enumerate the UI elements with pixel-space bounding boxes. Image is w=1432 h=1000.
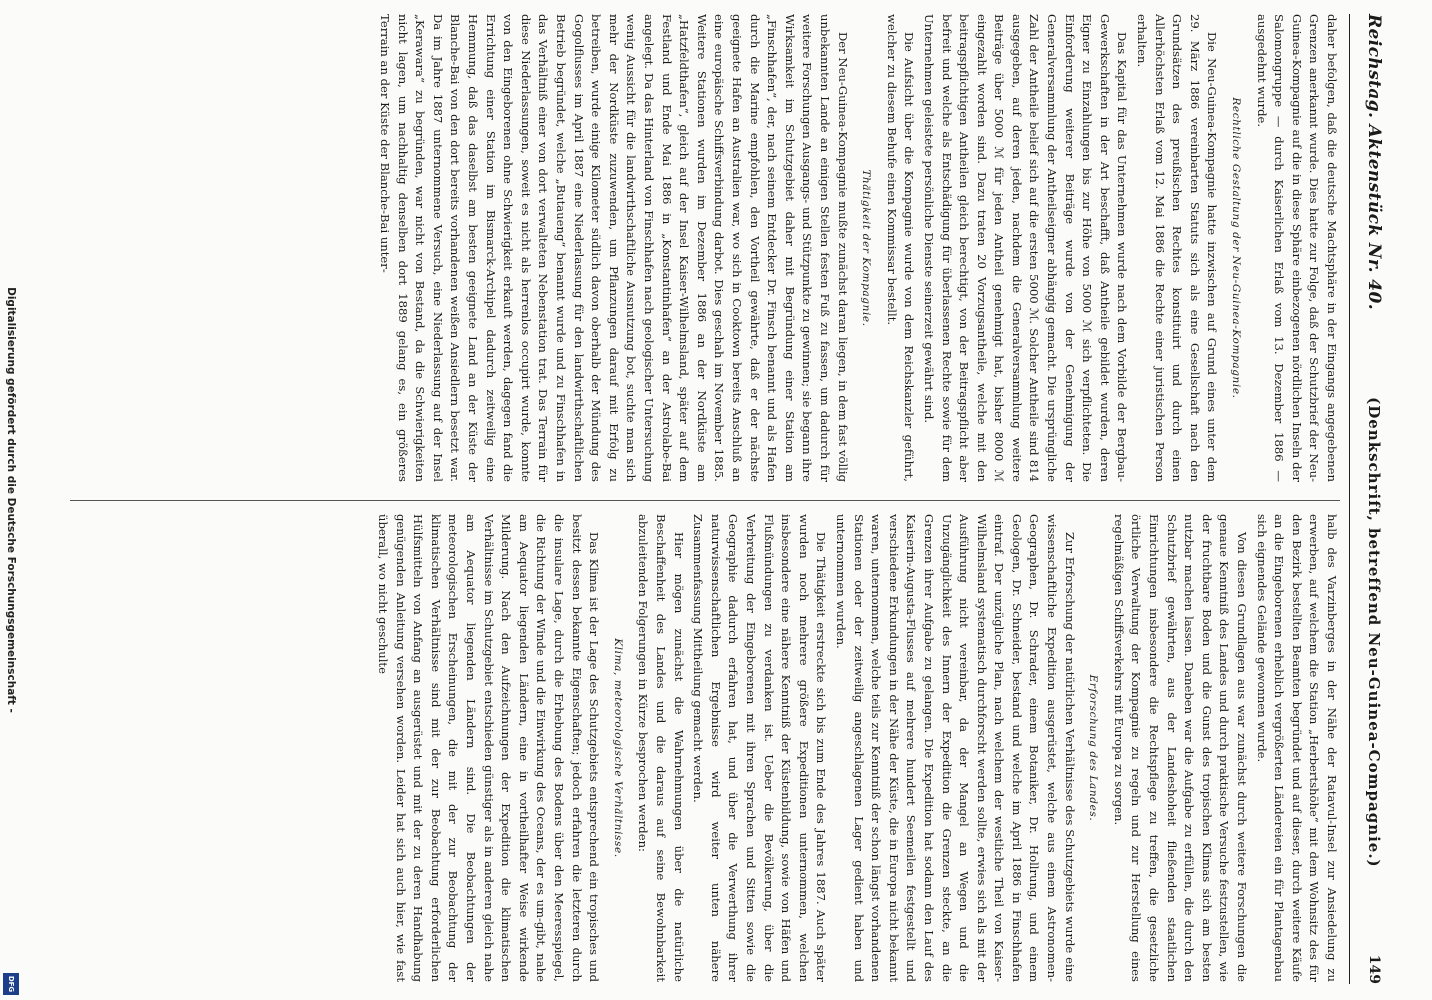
paragraph: Das Kapital für das Unternehmen wurde nach dem Vorbilde der Bergbau-Gewerkschaften in der Art beschafft, daß Antheile gebildet wurden, deren Eigner zu Einzahlungen bis zur Höhe von 5000 ℳ sich verpflichteten. Die Einforderung weiterer Beiträge wurde von der Genehmigung der Generalversammlung der Antheilseigner abhängig gemacht. Die ursprüngliche Zahl der Antheile belief sich auf die ersten 5000 ℳ. Solcher Antheile sind 814 ausgegeben, auf deren jeden, nachdem die Generalversammlung weitere Beiträge über 5000 ℳ für jeden Antheil genehmigt hat, bisher 8000 ℳ eingezahlt worden sind. Dazu traten 20 Vorzugsantheile, welche mit den beitragspflichtigen Antheilen gleich berechtigt, von der Beitragspflicht aber befreit und welche als Entschädigung für überlassenen Rechte sowie für dem Unternehmen geleistete persönliche Dienste seinerzeit gewährt sind. — [921, 14, 1130, 482]
paragraph: Die Thätigkeit erstreckte sich bis zum Ende des Jahres 1887. Auch später wurden noch mehrere größere Expeditionen unternommen, welchen insbesondere eine nähere Kenntniß der Küstenbildung, sowie von Häfen und Flußmündungen zu verdanken ist. Ueber die Bevölkerung, über die Verbreitung der Eingeborenen mit ihren Sprachen und Sitten sowie die Geographie dadurch erfahren hat, und über die Verwerthung ihrer naturwissenschaftlichen Ergebnisse wird weiter unten nähere Zusammenfassung Mittheilung gemacht werden. — [691, 514, 829, 982]
paragraph: daher befolgen, daß die deutsche Machtsphäre in der Eingangs angegebenen Grenzen anerkannt wurde. Dies hatte zur Folge, daß der Schutzbrief der Neu-Guinea-Kompagnie auf die in diese Sphäre einbezogenen nördlichen Inseln der Salomongruppe — durch Kaiserlichen Erlaß vom 13. Dezember 1886 — ausgedehnt wurde. — [1254, 14, 1339, 482]
page-number: 149 — [1366, 954, 1382, 984]
paragraph: Zur Erforschung der natürlichen Verhältnisse des Schutzgebiets wurde eine wissenschaftliche Expedition ausgerüstet, welche aus einem Astronomen-Geographen, Dr. Schrader, einem Botaniker, Dr. Hollrung, und einem Geologen, Dr. Schneider, bestand und welche im April 1886 in Finschhafen eintraf. Der unzügliche Plan, nach welchem der westliche Theil von Kaiser-Wilhelmsland systematisch durchforscht werden sollte, erwies sich als mit der Ausführung nicht vereinbar, da der Mangel an Wegen und die Unzugänglichkeit des Innern der Expedition die Grenzen steckte, an die Grenzen ihrer Aufgabe zu gelangen. Die Expedition hat sodann den Lauf des Kaiserin-Augusta-Flusses auf mehrere hundert Seemeilen festgestellt und verschiedene Erkundungen in der Nähe der Küste, die in Europa nicht bekannt waren, unternommen, welche teils zur Kenntniß der schon längst vorhandenen Stationen oder der zeitweilig angeschlagenen Lager gedient haben und unternommen wurden. — [833, 514, 1077, 982]
header-left-title: Reichstag. Aktenstück Nr. 40. — [1364, 14, 1384, 311]
digitization-footer — [0, 0, 22, 1000]
section-heading: Erforschung des Landes. — [1087, 674, 1100, 822]
header-document-subject: (Denkschrift, betreffend Neu-Guinea-Compagnie.) — [1365, 397, 1383, 868]
paragraph: Die Neu-Guinea-Kompagnie hatte inzwischen auf Grund eines unter dem 29. März 1886 vereinbarten Statuts sich als eine Gesellschaft nach den Grundsätzen des preußischen Rechtes konstituirt und durch einen Allerhöchsten Erlaß vom 12. Mai 1886 die Rechte einer juristischen Person erhalten. — [1135, 14, 1220, 482]
funding-notice: Digitalisierung gefördert durch die Deutsche Forschungsgemeinschaft - — [5, 287, 17, 713]
paragraph: Von diesen Grundlagen aus war zunächst durch weitere Forschungen die genaue Kenntniß des Landes und durch praktische Versuche festzustellen, wie der fruchtbare Boden und die Gunst des tropischen Klimas sich am besten nutzbar machen lassen. Daneben war die Aufgabe zu erfüllen, die durch den Schutzbrief gewährten, aus der Landeshoheit fließenden staatlichen Einrichtungen insbesondere die Rechtspflege zu treffen, die gesetzliche örtliche Verwaltung der Kompagnie zu regeln und zur Herstellung eines regelmäßigen Schiffsverkehrs mit Europa zu sorgen. — [1111, 514, 1250, 982]
dfg-logo: DFG — [3, 973, 19, 995]
rotated-document-page — [52, 0, 1412, 1000]
left-column — [70, 14, 1340, 482]
section-heading: Thätigkeit der Kompagnie. — [860, 169, 873, 327]
paragraph: Der Neu-Guinea-Kompagnie mußte zunächst daran liegen, in dem fast völlig unbekannten Lande an einigen Stellen festen Fuß zu fassen, um dadurch für weitere Forschungen Ausgangs- und Stützpunkte zu gewinnen; sie begann ihre Wirksamkeit im Schutzgebiet daher mit Begründung einer Station am „Finschhafen“, der, nach seinem Entdecker Dr. Finsch benannt und als Hafen durch die Marine empfohlen, den Vortheil gewährte, daß er der nächste geeignete Hafen an Australien war, wo sich in Cooktown bereits Anschluß an eine europäische Schiffsverbindung darbot. Dies geschah im November 1885. Weitere Stationen wurden im Dezember 1886 an der Nordküste am „Hatzfeldthafen“, gleich auf der Insel Kaiser-Wilhelmsland, später auf dem Festland und Ende Mai 1886 in „Konstantinhafen“ an der Astrolabe-Bai angelegt. Da das Hinterland von Finschhafen nach geologischer Untersuchung wenig Aussicht für die landwirthschaftliche Ausnutzung bot, suchte man sich mehr der Nordküste zuzuwenden, um Pflanzungen darauf mit Erfolg zu betreiben, wurde einige Kilometer südlich davon oberhalb der Mündung des Gogolflusses im April 1887 eine Niederlassung für den landwirthschaftlichen Betrieb begründet, welche „Butaueng“ benannt wurde und zu Finschhafen in das Verhältniß einer von dort verwalteten Nebenstation trat. Das Terrain für diese Niederlassungen, soweit es nicht als herrenlos occupirt wurde, konnte von den Eingeborenen ohne Schwierigkeit erkauft werden, dagegen fand die Errichtung einer Station im Bismarck-Archipel dadurch zeitweilig eine Hemmung, daß das daselbst am besten geeignete Land an der Küste der Blanche-Bai von den dort bereits vorhandenen weißen Ansiedlern besetzt war. Da im Jahre 1887 unternommene Versuch, eine Niederlassung auf der Insel „Kerawara“ zu begründen, war nicht von Bestand, da die Schwierigkeiten nicht lagen, um nachhaltig denselben dort 1889 gelang es, ein größeres Terrain an der Küste der Blanche-Bai unter- — [378, 14, 850, 482]
text-columns — [70, 14, 1340, 984]
paragraph: Hier mögen zunächst die Wahrnehmungen über die natürliche Beschaffenheit des Landes und die daraus auf seine Bewohnbarkeit abzuleitenden Folgerungen in Kürze besprochen werden: — [636, 514, 686, 982]
section-heading: Rechtliche Gestaltung der Neu-Guinea-Kompagnie. — [1230, 97, 1243, 399]
paragraph: Die Aufsicht über die Kompagnie wurde von dem Reichskanzler geführt, welcher zu diesem Behufe einen Kommissar bestellt. — [884, 14, 917, 482]
page-header — [1349, 14, 1398, 984]
paragraph: Das Klima ist der Lage des Schutzgebiets entsprechend ein tropisches und besitzt dessen bekannte Eigenschaften; jedoch erfahren die letzteren durch die insulare Lage, durch die Erhebung des Bodens über den Meeresspiegel, die Richtung der Winde und die Einwirkung des Oceans, der es um-gibt, nahe am Aequator liegenden Ländern, eine in vortheilhafter Weise wirkende Milderung. Nach den Aufzeichnungen der Expedition die klimatischen Verhältnisse im Schutzgebiet entschieden günstiger als in anderen gleich nahe am Aequator liegenden Ländern sind. Die Beobachtungen der meteorologischen Erscheinungen, die mit der zur Beobachtung der klimatischen Verhältnisse sind mit der zur Beobachtung erforderlichen Hülfsmitteln von Anfang an ausgerüstet und mit der zu deren Handhabung genügenden Anleitung versehen worden. Leider hat sich auch hier, wie fast überall, wo nicht geschulte — [376, 514, 602, 982]
column-divider — [70, 500, 1340, 501]
paragraph: halb des Varzinberges in der Nähe der Ratavul-Insel zur Ansiedelung zu erwerben, auf welchem die Station „Herbertshöhe“ mit dem Wohnsitz des für den Bezirk bestellten Beamten begründet und auf dieser, durch weitere Käufe an die Eingeborenen erheblich vergrößerten Ländereien ein für Plantagenbau sich eignendes Gelände gewonnen wurde. — [1254, 514, 1339, 982]
right-column — [70, 514, 1340, 982]
section-heading: Klima, meteorologische Verhältnisse. — [611, 638, 624, 858]
